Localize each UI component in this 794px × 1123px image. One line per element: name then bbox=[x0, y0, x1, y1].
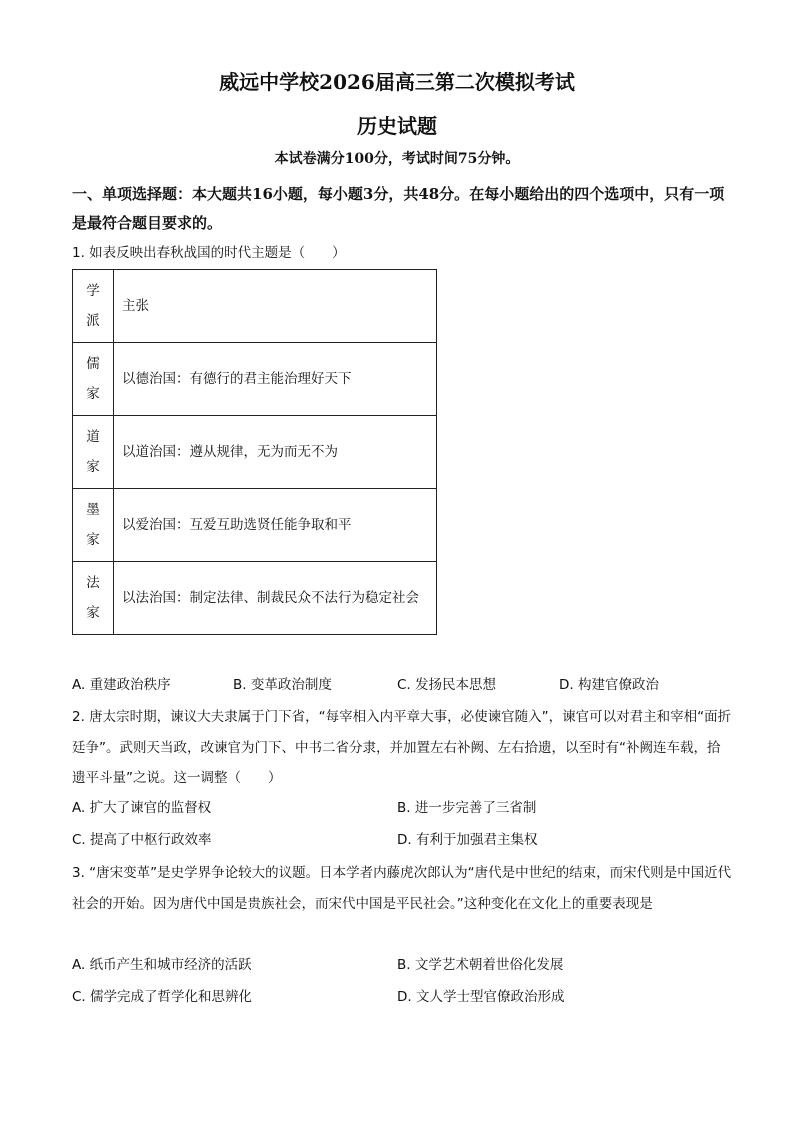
table-row bbox=[73, 489, 437, 562]
option-b[interactable]: B. 进一步完善了三省制 bbox=[397, 800, 537, 816]
option-a[interactable]: A. 重建政治秩序 bbox=[72, 677, 171, 693]
table-header-row bbox=[73, 270, 437, 343]
option-d[interactable]: D. 文人学士型官僚政治形成 bbox=[397, 989, 565, 1005]
option-c[interactable]: C. 发扬民本思想 bbox=[397, 677, 497, 693]
table-cell-school bbox=[73, 489, 114, 562]
table-cell-claim: 以爱治国：互爱互助选贤任能争取和平 bbox=[114, 489, 437, 562]
table-row bbox=[73, 343, 437, 416]
question-1-table bbox=[72, 269, 437, 635]
table-cell-text: 墨家 bbox=[86, 502, 100, 548]
table-cell-claim: 以德治国：有德行的君主能治理好天下 bbox=[114, 343, 437, 416]
question-1-options bbox=[72, 673, 732, 695]
table-cell-claim: 以法治国：制定法律、制裁民众不法行为稳定社会 bbox=[114, 562, 437, 635]
question-3-options-row-2 bbox=[72, 985, 732, 1009]
question-2-options-row-2 bbox=[72, 828, 732, 852]
section-heading: 一、单项选择题：本大题共16小题，每小题3分，共48分。在每小题给出的四个选项中，只有一项是最符合题目要求的。 bbox=[72, 185, 725, 232]
table-cell-school bbox=[73, 416, 114, 489]
exam-note: 本试卷满分100分，考试时间75分钟。 bbox=[274, 151, 520, 167]
table-cell-text: 道家 bbox=[86, 429, 100, 475]
option-a[interactable]: A. 扩大了谏官的监督权 bbox=[72, 800, 212, 816]
table-row bbox=[73, 416, 437, 489]
question-2-options-row-1 bbox=[72, 796, 732, 820]
table-row bbox=[73, 562, 437, 635]
question-2-stem: 2. 唐太宗时期，谏议大夫隶属于门下省，“每宰相入内平章大事，必使谏官随入”，谏官可以对君主和宰相“面折廷争”。武则天当政，改谏官为门下、中书二省分隶，并加置左右补阙、左右拾遗，以至时有“补阙连车载，拾遗平斗量”之说。这一调整（ ） bbox=[72, 709, 732, 786]
table-header-school bbox=[73, 270, 114, 343]
option-c[interactable]: C. 儒学完成了哲学化和思辨化 bbox=[72, 989, 253, 1005]
option-b[interactable]: B. 变革政治制度 bbox=[233, 677, 332, 693]
question-3-stem: 3. “唐宋变革”是史学界争论较大的议题。日本学者内藤虎次郎认为“唐代是中世纪的结束，而宋代则是中国近代社会的开始。因为唐代中国是贵族社会，而宋代中国是平民社会。”这种变化在文化上的重要表现是 bbox=[72, 865, 732, 912]
option-d[interactable]: D. 构建官僚政治 bbox=[559, 677, 659, 693]
table-cell-school bbox=[73, 343, 114, 416]
table-cell-text: 学派 bbox=[86, 283, 100, 329]
option-c[interactable]: C. 提高了中枢行政效率 bbox=[72, 832, 212, 848]
exam-title: 威远中学校2026届高三第二次模拟考试 bbox=[219, 70, 575, 94]
subject-title: 历史试题 bbox=[357, 114, 437, 138]
table-cell-school bbox=[73, 562, 114, 635]
table-cell-text: 儒家 bbox=[86, 356, 100, 402]
table-cell-claim: 以道治国：遵从规律，无为而无不为 bbox=[114, 416, 437, 489]
question-3-options-row-1 bbox=[72, 953, 732, 977]
question-1-stem: 1. 如表反映出春秋战国的时代主题是（ ） bbox=[72, 245, 346, 261]
table-header-claim: 主张 bbox=[114, 270, 437, 343]
table-cell-text: 法家 bbox=[86, 575, 100, 621]
option-b[interactable]: B. 文学艺术朝着世俗化发展 bbox=[397, 957, 564, 973]
option-d[interactable]: D. 有利于加强君主集权 bbox=[397, 832, 538, 848]
option-a[interactable]: A. 纸币产生和城市经济的活跃 bbox=[72, 957, 252, 973]
